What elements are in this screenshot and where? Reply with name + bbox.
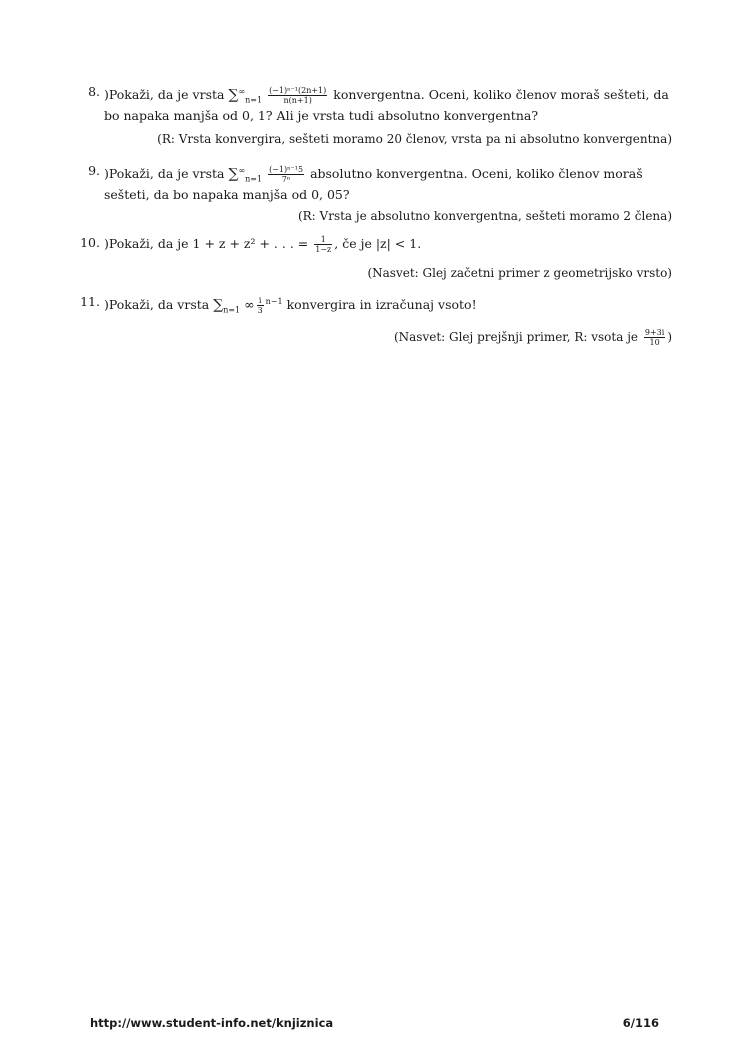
answer-text: (Nasvet: Glej prejšnji primer, R: vsota je [393, 330, 639, 344]
problem-statement [104, 235, 672, 254]
sum-symbol: ∑ [228, 87, 239, 104]
problem-10 [78, 235, 672, 254]
statement-text: )Pokaži, da vrsta [104, 297, 210, 313]
fraction-denominator: 10 [649, 338, 660, 347]
problem-8 [78, 84, 672, 123]
series-term-fraction [268, 165, 304, 184]
sum-symbol: ∑ [228, 166, 239, 183]
sum-upper-limit: ∞ [238, 166, 246, 175]
infinity-symbol: ∞ [244, 297, 255, 313]
answer-10: (Nasvet: Glej začetni primer z geometrijsko vrsto) [367, 266, 672, 280]
problem-statement [104, 163, 672, 202]
problem-11 [78, 294, 672, 318]
fraction-numerator: (−1)ⁿ⁻¹5 [269, 165, 304, 175]
fraction-denominator: 3 [257, 306, 263, 316]
problem-number: 9. [88, 163, 100, 178]
fraction-denominator: n(n+1) [283, 96, 312, 106]
page-number: 6/116 [622, 1016, 659, 1030]
answer-text: ) [667, 330, 672, 344]
sum-lower-limit: n=1 [223, 305, 241, 315]
problem-statement [104, 84, 672, 123]
problem-9 [78, 163, 672, 202]
statement-text: , če je |z| < 1. [334, 236, 422, 251]
fraction-numerator: 1 [314, 235, 332, 245]
statement-text: )Pokaži, da je vrsta [104, 87, 225, 103]
problem-number: 10. [80, 235, 100, 250]
fraction-denominator: 1−z [315, 245, 332, 254]
answer-11 [394, 328, 672, 347]
series-term-fraction [268, 86, 327, 105]
footer-url: http://www.student-info.net/knjiznica [90, 1016, 334, 1030]
fraction-numerator: 9+3i [644, 328, 665, 337]
fraction-denominator: 7ⁿ [281, 175, 291, 185]
problem-number: 8. [88, 84, 100, 99]
statement-text: konvergentna. Oceni, koliko členov moraš sešteti, da bo napaka manjša od 0, 1? Ali je vrsta tudi absolutno konvergentna? [104, 87, 669, 123]
series-term-fraction [257, 296, 264, 315]
sum-lower-limit: n=1 [245, 174, 263, 184]
statement-text: konvergira in izračunaj vsoto! [286, 297, 477, 313]
sum-upper-limit: ∞ [238, 87, 246, 96]
exponent: n−1 [265, 297, 283, 306]
fraction-numerator: (−1)ⁿ⁻¹(2n+1) [269, 86, 327, 96]
statement-text: )Pokaži, da je vrsta [104, 166, 225, 182]
statement-text: )Pokaži, da je 1 + z + z² + . . . = [104, 236, 309, 251]
sum-symbol: ∑ [213, 297, 224, 314]
sum-lower-limit: n=1 [245, 95, 263, 105]
fraction-numerator: i [257, 296, 264, 306]
sum-fraction [314, 235, 332, 254]
answer-9: (R: Vrsta je absolutno konvergentna, sešteti moramo 2 člena) [297, 209, 672, 223]
problem-statement [104, 294, 672, 318]
answer-fraction [644, 328, 665, 347]
problem-number: 11. [80, 294, 100, 309]
answer-8: (R: Vrsta konvergira, sešteti moramo 20 členov, vrsta pa ni absolutno konvergentna) [157, 132, 672, 146]
statement-text: absolutno konvergentna. Oceni, koliko členov moraš sešteti, da bo napaka manjša od 0, 05? [104, 166, 643, 202]
